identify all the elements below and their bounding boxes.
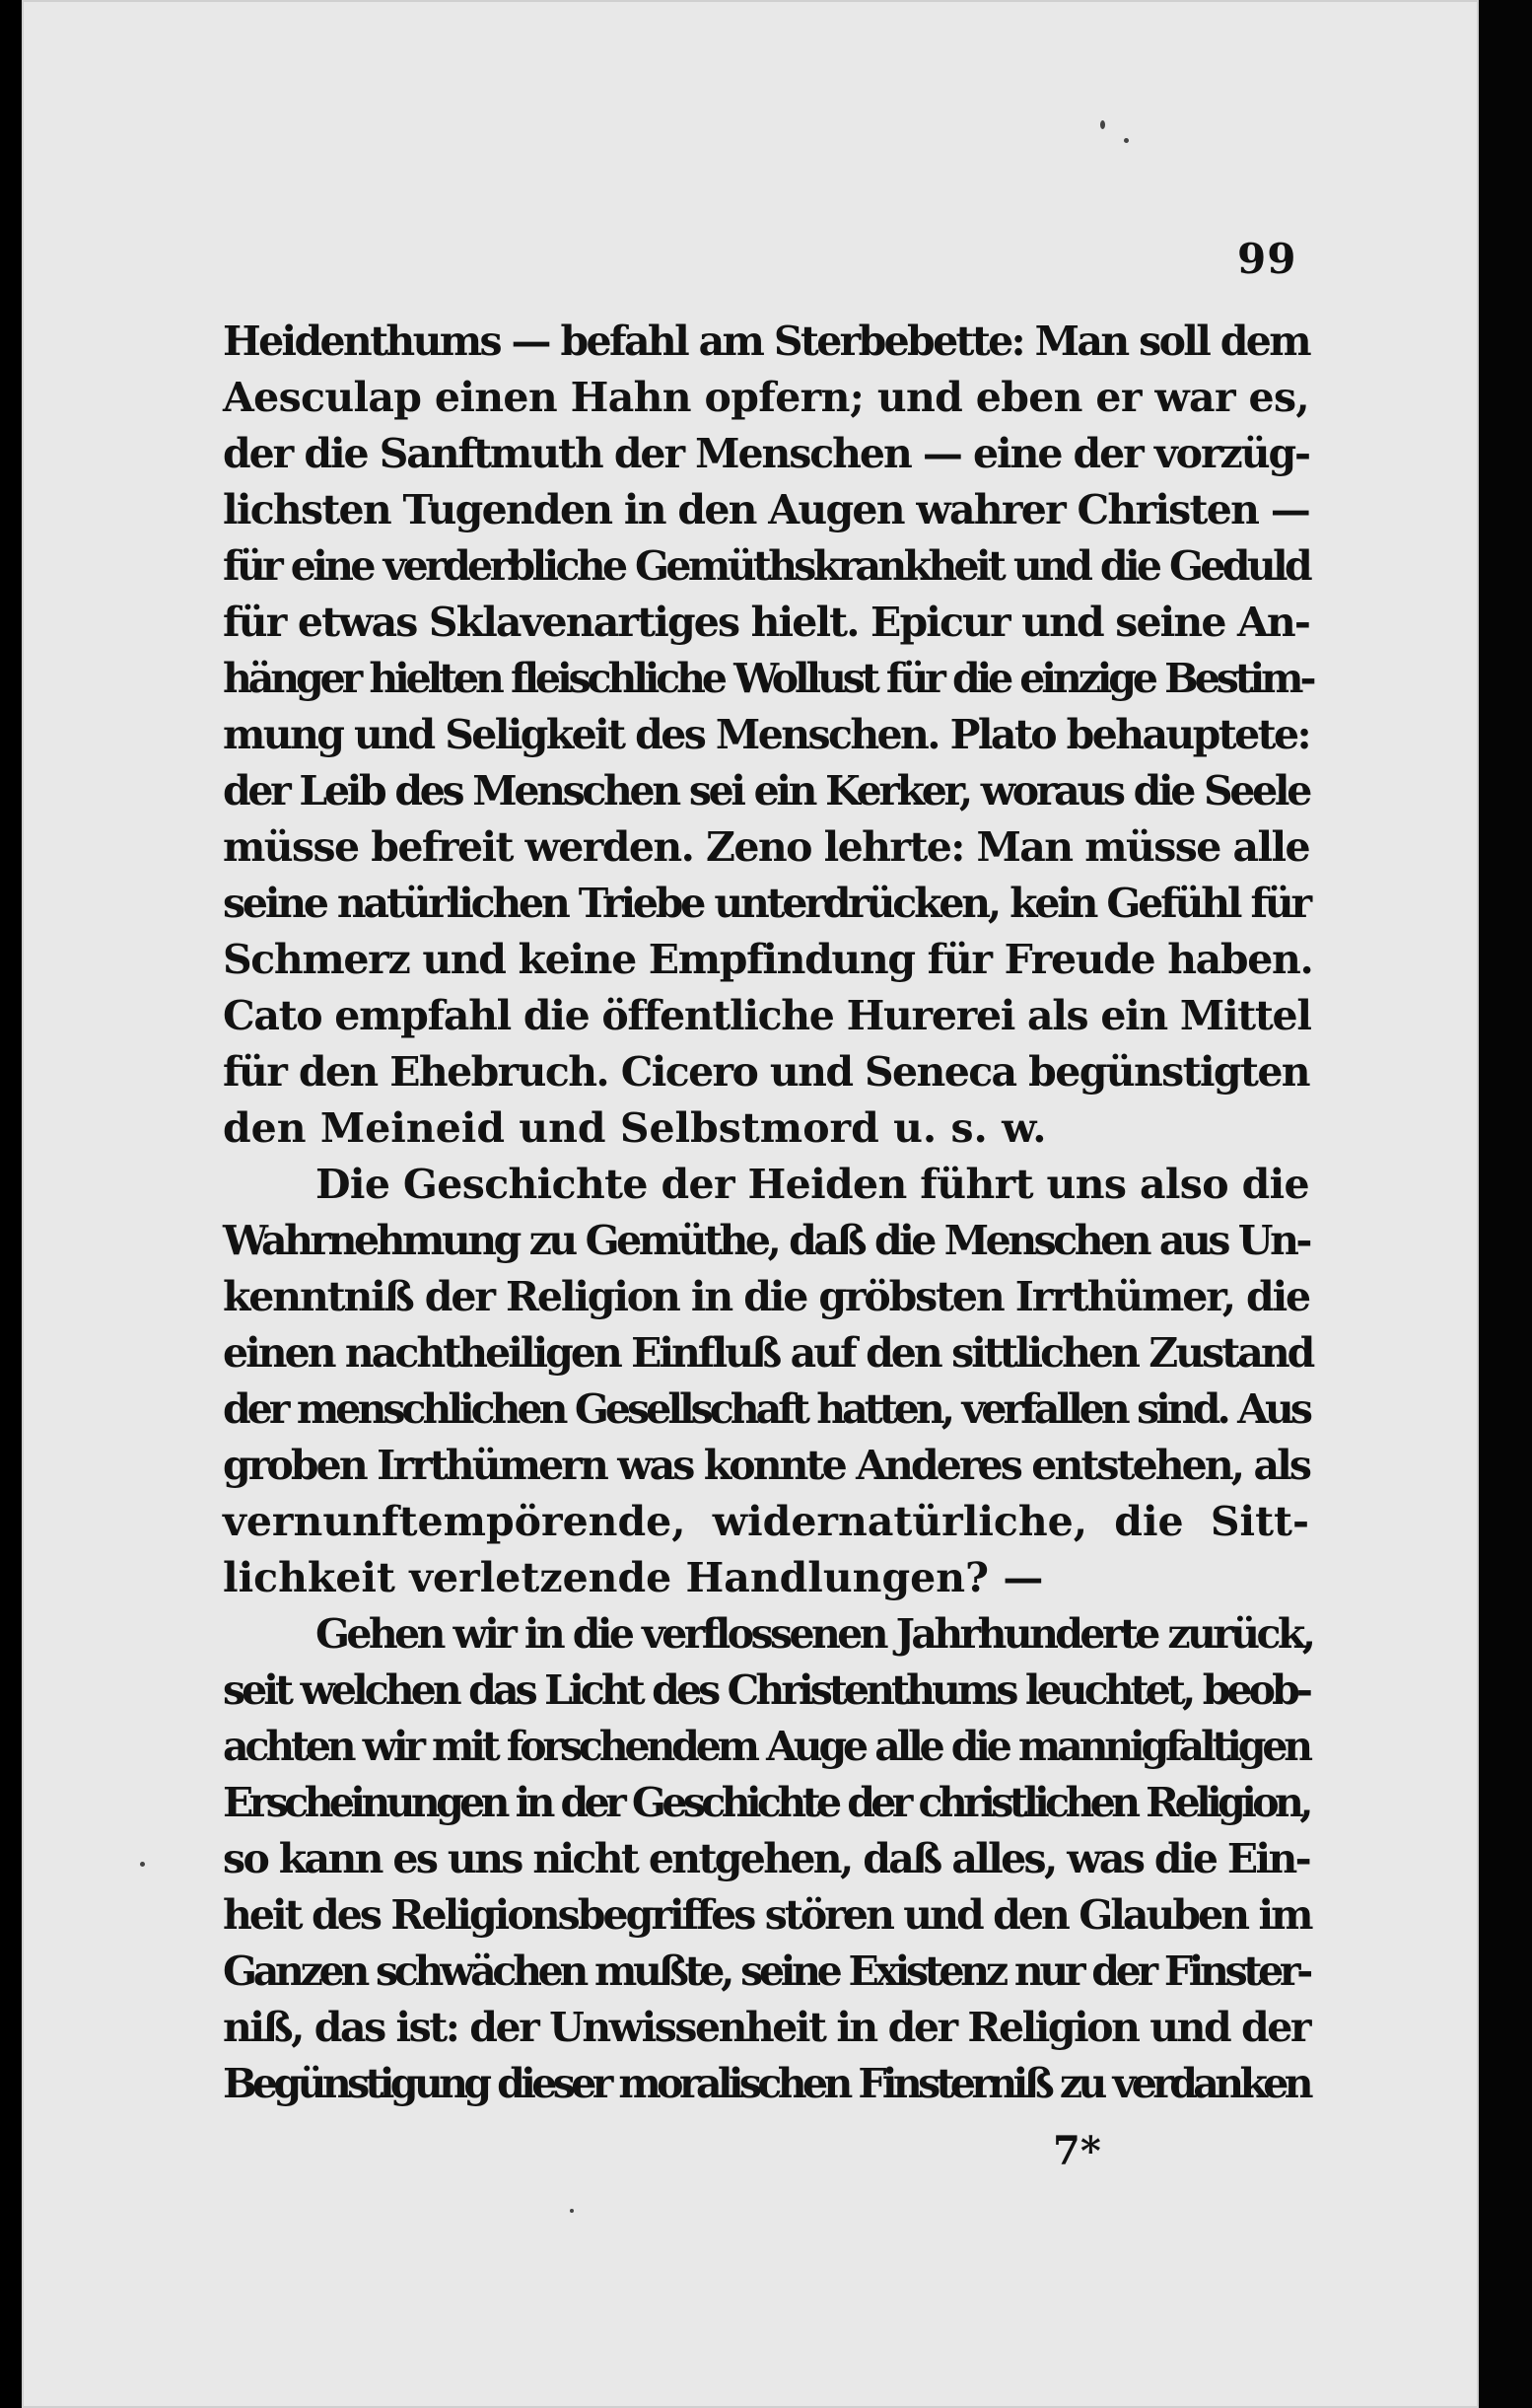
paragraph <box>223 1606 1313 2112</box>
text-line: für den Ehebruch. Cicero und Seneca begünstigten <box>223 1048 1309 1096</box>
text-line: kenntniß der Religion in die gröbsten Irrthümer, die <box>223 1273 1309 1320</box>
text-line: hänger hielten fleischliche Wollust für die einzige Bestim- <box>223 655 1313 702</box>
text-line: mung und Seligkeit des Menschen. Plato behauptete: <box>223 711 1309 758</box>
text-line: Die Geschichte der Heiden führt uns also die <box>315 1161 1309 1208</box>
text-line: achten wir mit forschendem Auge alle die mannigfaltigen <box>223 1723 1309 1770</box>
text-line: Begünstigung dieser moralischen Finsterniß zu verdanken <box>223 2060 1309 2107</box>
text-line: Cato empfahl die öffentliche Hurerei als ein Mittel <box>223 992 1311 1039</box>
scan-border <box>1479 0 1532 2408</box>
text-line: vernunftempörende, widernatürliche, die Sitt- <box>223 1498 1309 1545</box>
text-line: Schmerz und keine Empfindung für Freude haben. <box>223 936 1313 983</box>
text-line: den Meineid und Selbstmord u. s. w. <box>223 1104 1047 1152</box>
text-line: Heidenthums — befahl am Sterbebette: Man soll dem <box>223 318 1309 365</box>
text-line: niß, das ist: der Unwissenheit in der Religion und der <box>223 2004 1309 2051</box>
text-line: Gehen wir in die verflossenen Jahrhunderte zurück, <box>315 1610 1313 1658</box>
text-line: Erscheinungen in der Geschichte der christlichen Religion, <box>223 1779 1309 1826</box>
dust-speck <box>140 1862 145 1867</box>
text-line: seit welchen das Licht des Christenthums leuchtet, beob- <box>223 1666 1309 1714</box>
text-line: lichkeit verletzende Handlungen? — <box>223 1554 1044 1601</box>
text-line: groben Irrthümern was konnte Anderes entstehen, als <box>223 1442 1309 1489</box>
text-line: Aesculap einen Hahn opfern; und eben er war es, <box>223 374 1309 421</box>
dust-speck <box>1124 138 1129 143</box>
text-line: heit des Religionsbegriffes stören und den Glauben im <box>223 1891 1311 1939</box>
text-line: müsse befreit werden. Zeno lehrte: Man müsse alle <box>223 823 1309 871</box>
text-line: der die Sanftmuth der Menschen — eine der vorzüg- <box>223 430 1309 477</box>
text-line: seine natürlichen Triebe unterdrücken, kein Gefühl für <box>223 880 1309 927</box>
dust-speck <box>1100 120 1105 129</box>
text-line: der Leib des Menschen sei ein Kerker, woraus die Seele <box>223 767 1309 814</box>
signature-mark: 7* <box>1053 2128 1101 2174</box>
text-line: Ganzen schwächen mußte, seine Existenz nur der Finster- <box>223 1948 1309 1995</box>
dust-speck <box>570 2209 574 2213</box>
text-line: lichsten Tugenden in den Augen wahrer Christen — <box>223 486 1309 533</box>
text-line: Wahrnehmung zu Gemüthe, daß die Menschen aus Un- <box>223 1217 1309 1264</box>
text-line: der menschlichen Gesellschaft hatten, verfallen sind. Aus <box>223 1385 1309 1433</box>
page-number: 99 <box>1237 235 1297 283</box>
text-line: so kann es uns nicht entgehen, daß alles, was die Ein- <box>223 1835 1309 1882</box>
text-line: einen nachtheiligen Einfluß auf den sittlichen Zustand <box>223 1329 1313 1377</box>
paragraph <box>223 314 1313 1157</box>
text-line: für etwas Sklavenartiges hielt. Epicur und seine An- <box>223 599 1309 646</box>
body-text <box>223 314 1313 2112</box>
paragraph <box>223 1157 1313 1606</box>
text-line: für eine verderbliche Gemüthskrankheit und die Geduld <box>223 542 1309 590</box>
